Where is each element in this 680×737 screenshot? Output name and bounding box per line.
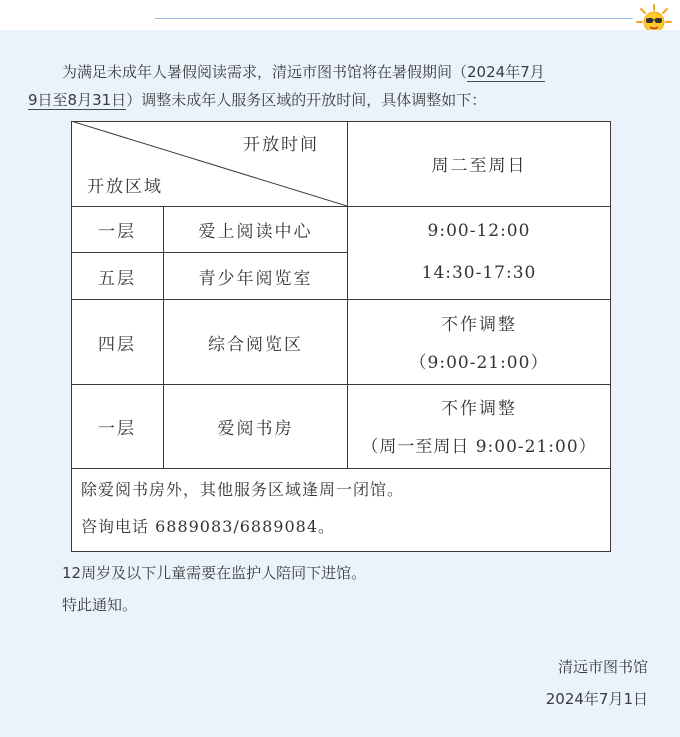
- closing-text: 特此通知。: [62, 596, 138, 614]
- top-divider-line: [155, 18, 633, 19]
- row-4-area: 爱阅书房: [217, 419, 294, 439]
- row-2-floor: 五层: [98, 268, 136, 289]
- row-3-area: 综合阅览区: [208, 334, 303, 355]
- notice-date: 2024年7月1日: [545, 690, 648, 708]
- time-morning: 9:00-12:00: [427, 221, 531, 241]
- unchanged-label: 不作调整: [441, 314, 517, 335]
- child-rule-text: 12周岁及以下儿童需要在监护人陪同下进馆。: [62, 564, 367, 582]
- signature: 清远市图书馆: [557, 658, 648, 676]
- row-1-floor: 一层: [98, 222, 136, 242]
- intro-date-range-start: 2024年7月: [467, 63, 545, 81]
- header-open-time: 开放时间: [243, 134, 319, 155]
- opening-hours-table: [71, 121, 611, 552]
- closed-monday-note: 除爱阅书房外，其他服务区域逢周一闭馆。: [81, 480, 405, 499]
- unchanged-label-2: 不作调整: [441, 398, 517, 419]
- row-2-area: 青少年阅览室: [198, 268, 313, 289]
- intro-paragraph: [28, 58, 658, 114]
- row-1-area: 爱上阅读中心: [198, 222, 313, 242]
- header-open-area: 开放区域: [87, 176, 163, 197]
- phone-note: 咨询电话 6889083/6889084。: [81, 517, 335, 536]
- intro-date-range-end: 9日至8月31日: [28, 91, 127, 109]
- time-full-week: （周一至周日 9:00-21:00）: [361, 436, 597, 457]
- time-afternoon: 14:30-17:30: [421, 263, 537, 283]
- intro-text-end: ）调整未成年人服务区域的开放时间，具体调整如下：: [126, 91, 487, 109]
- time-all-day: （9:00-21:00）: [409, 352, 549, 373]
- header-days: 周二至周日: [431, 156, 527, 176]
- row-3-floor: 四层: [98, 334, 136, 355]
- intro-text-start: 为满足未成年人暑假阅读需求，清远市图书馆将在暑假期间（: [62, 63, 468, 81]
- row-4-floor: 一层: [98, 419, 136, 439]
